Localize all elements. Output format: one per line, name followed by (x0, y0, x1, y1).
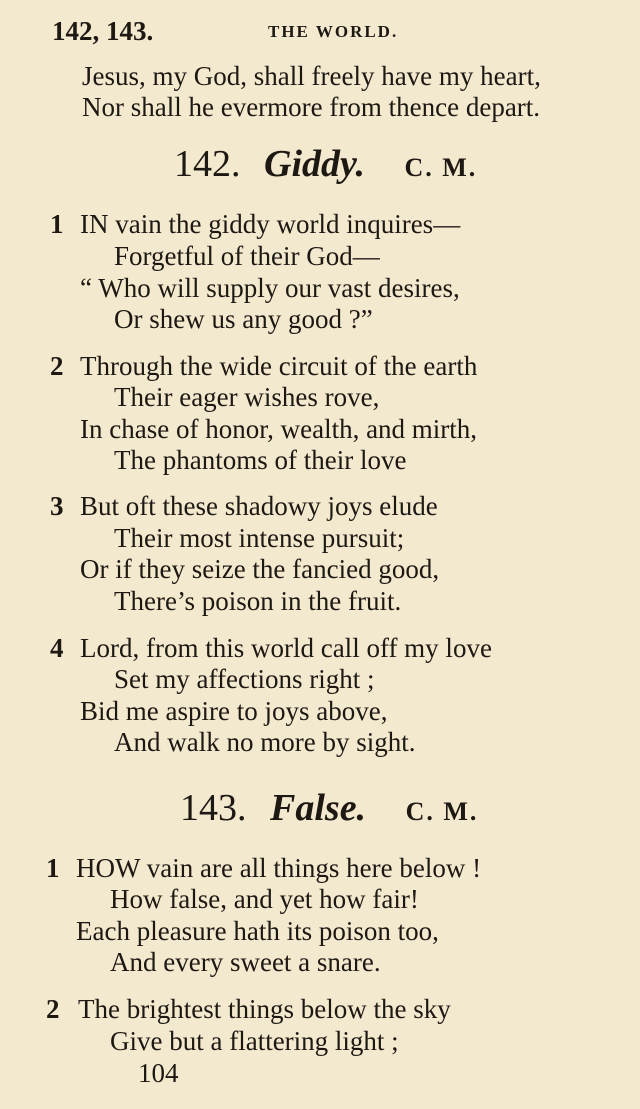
verse-number: 2 (50, 351, 64, 381)
verse-line: How false, and yet how fair! (110, 884, 419, 914)
verse-line: “ Who will supply our vast desires, (80, 273, 460, 303)
verse-number: 2 (46, 994, 60, 1024)
verse-line: Their most intense pursuit; (114, 523, 405, 553)
verse-line: But oft these shadowy joys elude (80, 491, 438, 521)
verse-number: 4 (50, 633, 64, 663)
running-title: THE WORLD. (268, 22, 399, 41)
verse-line: In chase of honor, wealth, and mirth, (80, 414, 478, 444)
verse-line: And every sweet a snare. (110, 947, 381, 977)
verse-line: And walk no more by sight. (114, 727, 416, 757)
verse-line: Or shew us any good ?” (114, 304, 373, 334)
verse-line: Their eager wishes rove, (114, 382, 380, 412)
verse-line: IN vain the giddy world inquires— (80, 209, 461, 239)
verse-number: 3 (50, 491, 64, 521)
verse-number: 1 (46, 853, 60, 883)
hymn-tune-name: Giddy. (264, 143, 365, 185)
hymn-title-142 (174, 142, 477, 190)
continuation-line: Jesus, my God, shall freely have my heart, (82, 61, 541, 91)
hymn-meter: C. M. (405, 797, 479, 826)
verse-line: Each pleasure hath its poison too, (76, 916, 439, 946)
continuation-line: Nor shall he evermore from thence depart. (82, 92, 541, 122)
hymn-number: 142. (174, 143, 241, 185)
verse-line: Lord, from this world call off my love (80, 633, 492, 663)
hymn-meter: C. M. (404, 153, 478, 182)
hymn-title-143 (180, 786, 478, 834)
verse-line: HOW vain are all things here below ! (76, 853, 482, 883)
header-page-numbers: 142, 143. (52, 16, 154, 46)
verse-line: Through the wide circuit of the earth (80, 351, 478, 381)
footer-page-number: 104 (138, 1058, 179, 1088)
hymn-tune-name: False. (270, 787, 367, 829)
verse-line: Set my affections right ; (114, 664, 375, 694)
verse-line: There’s poison in the fruit. (114, 586, 402, 616)
verse-number: 1 (50, 209, 64, 239)
verse-line: Forgetful of their God— (114, 241, 380, 271)
verse-line: Bid me aspire to joys above, (80, 696, 388, 726)
verse-line: Give but a flattering light ; (110, 1026, 399, 1056)
verse-line: The phantoms of their love (114, 445, 407, 475)
verse-line: The brightest things below the sky (78, 994, 451, 1024)
hymn-number: 143. (180, 787, 247, 829)
verse-line: Or if they seize the fancied good, (80, 554, 440, 584)
